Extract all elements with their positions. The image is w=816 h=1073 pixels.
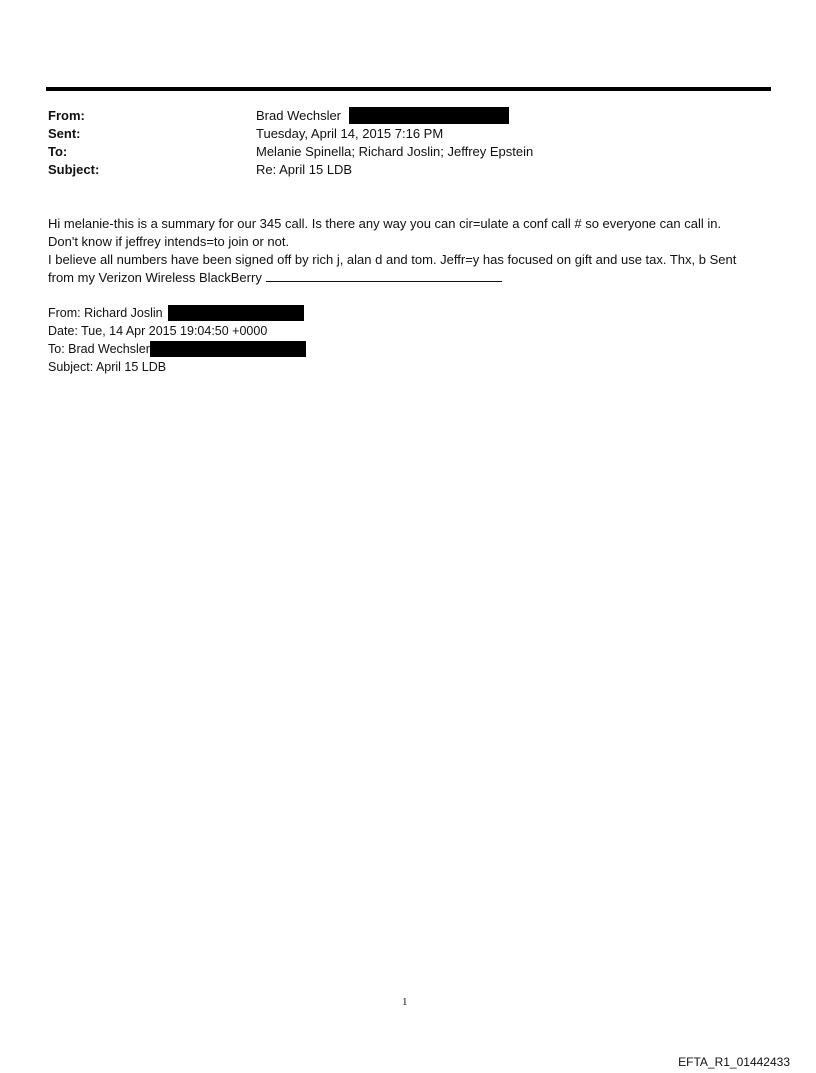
message-line-1: Hi melanie-this is a summary for our 345 call. Is there any way you can cir=ulate a conf call # so everyone can call in.: [48, 216, 722, 231]
header-divider: [46, 87, 771, 91]
signature-text: from my Verizon Wireless BlackBerry: [48, 270, 262, 285]
subject-value: Re: April 15 LDB: [256, 162, 353, 177]
redaction-block: [349, 107, 509, 124]
redaction-block: [168, 305, 304, 321]
quoted-from: [48, 305, 304, 322]
from-label: From:: [48, 108, 85, 123]
to-value: Melanie Spinella; Richard Joslin; Jeffrey Epstein: [256, 144, 534, 159]
quoted-subject: Subject: April 15 LDB: [48, 360, 167, 374]
from-name: Brad Wechsler: [256, 108, 342, 123]
page-number: 1: [402, 996, 408, 1008]
quoted-date: Date: Tue, 14 Apr 2015 19:04:50 +0000: [48, 324, 268, 338]
subject-label: Subject:: [48, 162, 100, 177]
sent-value: Tuesday, April 14, 2015 7:16 PM: [256, 126, 444, 141]
sent-label: Sent:: [48, 126, 81, 141]
quoted-to: [48, 341, 306, 358]
message-line-3: I believe all numbers have been signed off by rich j, alan d and tom. Jeffr=y has focused on gift and use tax. Thx, b Sent: [48, 252, 737, 267]
to-label: To:: [48, 144, 68, 159]
message-line-2: Don't know if jeffrey intends=to join or not.: [48, 234, 290, 249]
quoted-to-text: To: Brad Wechsler: [48, 342, 150, 356]
quoted-from-text: From: Richard Joslin: [48, 306, 163, 320]
document-id: EFTA_R1_01442433: [678, 1055, 790, 1069]
from-value: [256, 107, 509, 125]
message-line-4: [48, 269, 502, 287]
redaction-block: [150, 341, 306, 357]
signature-separator: [266, 269, 502, 282]
